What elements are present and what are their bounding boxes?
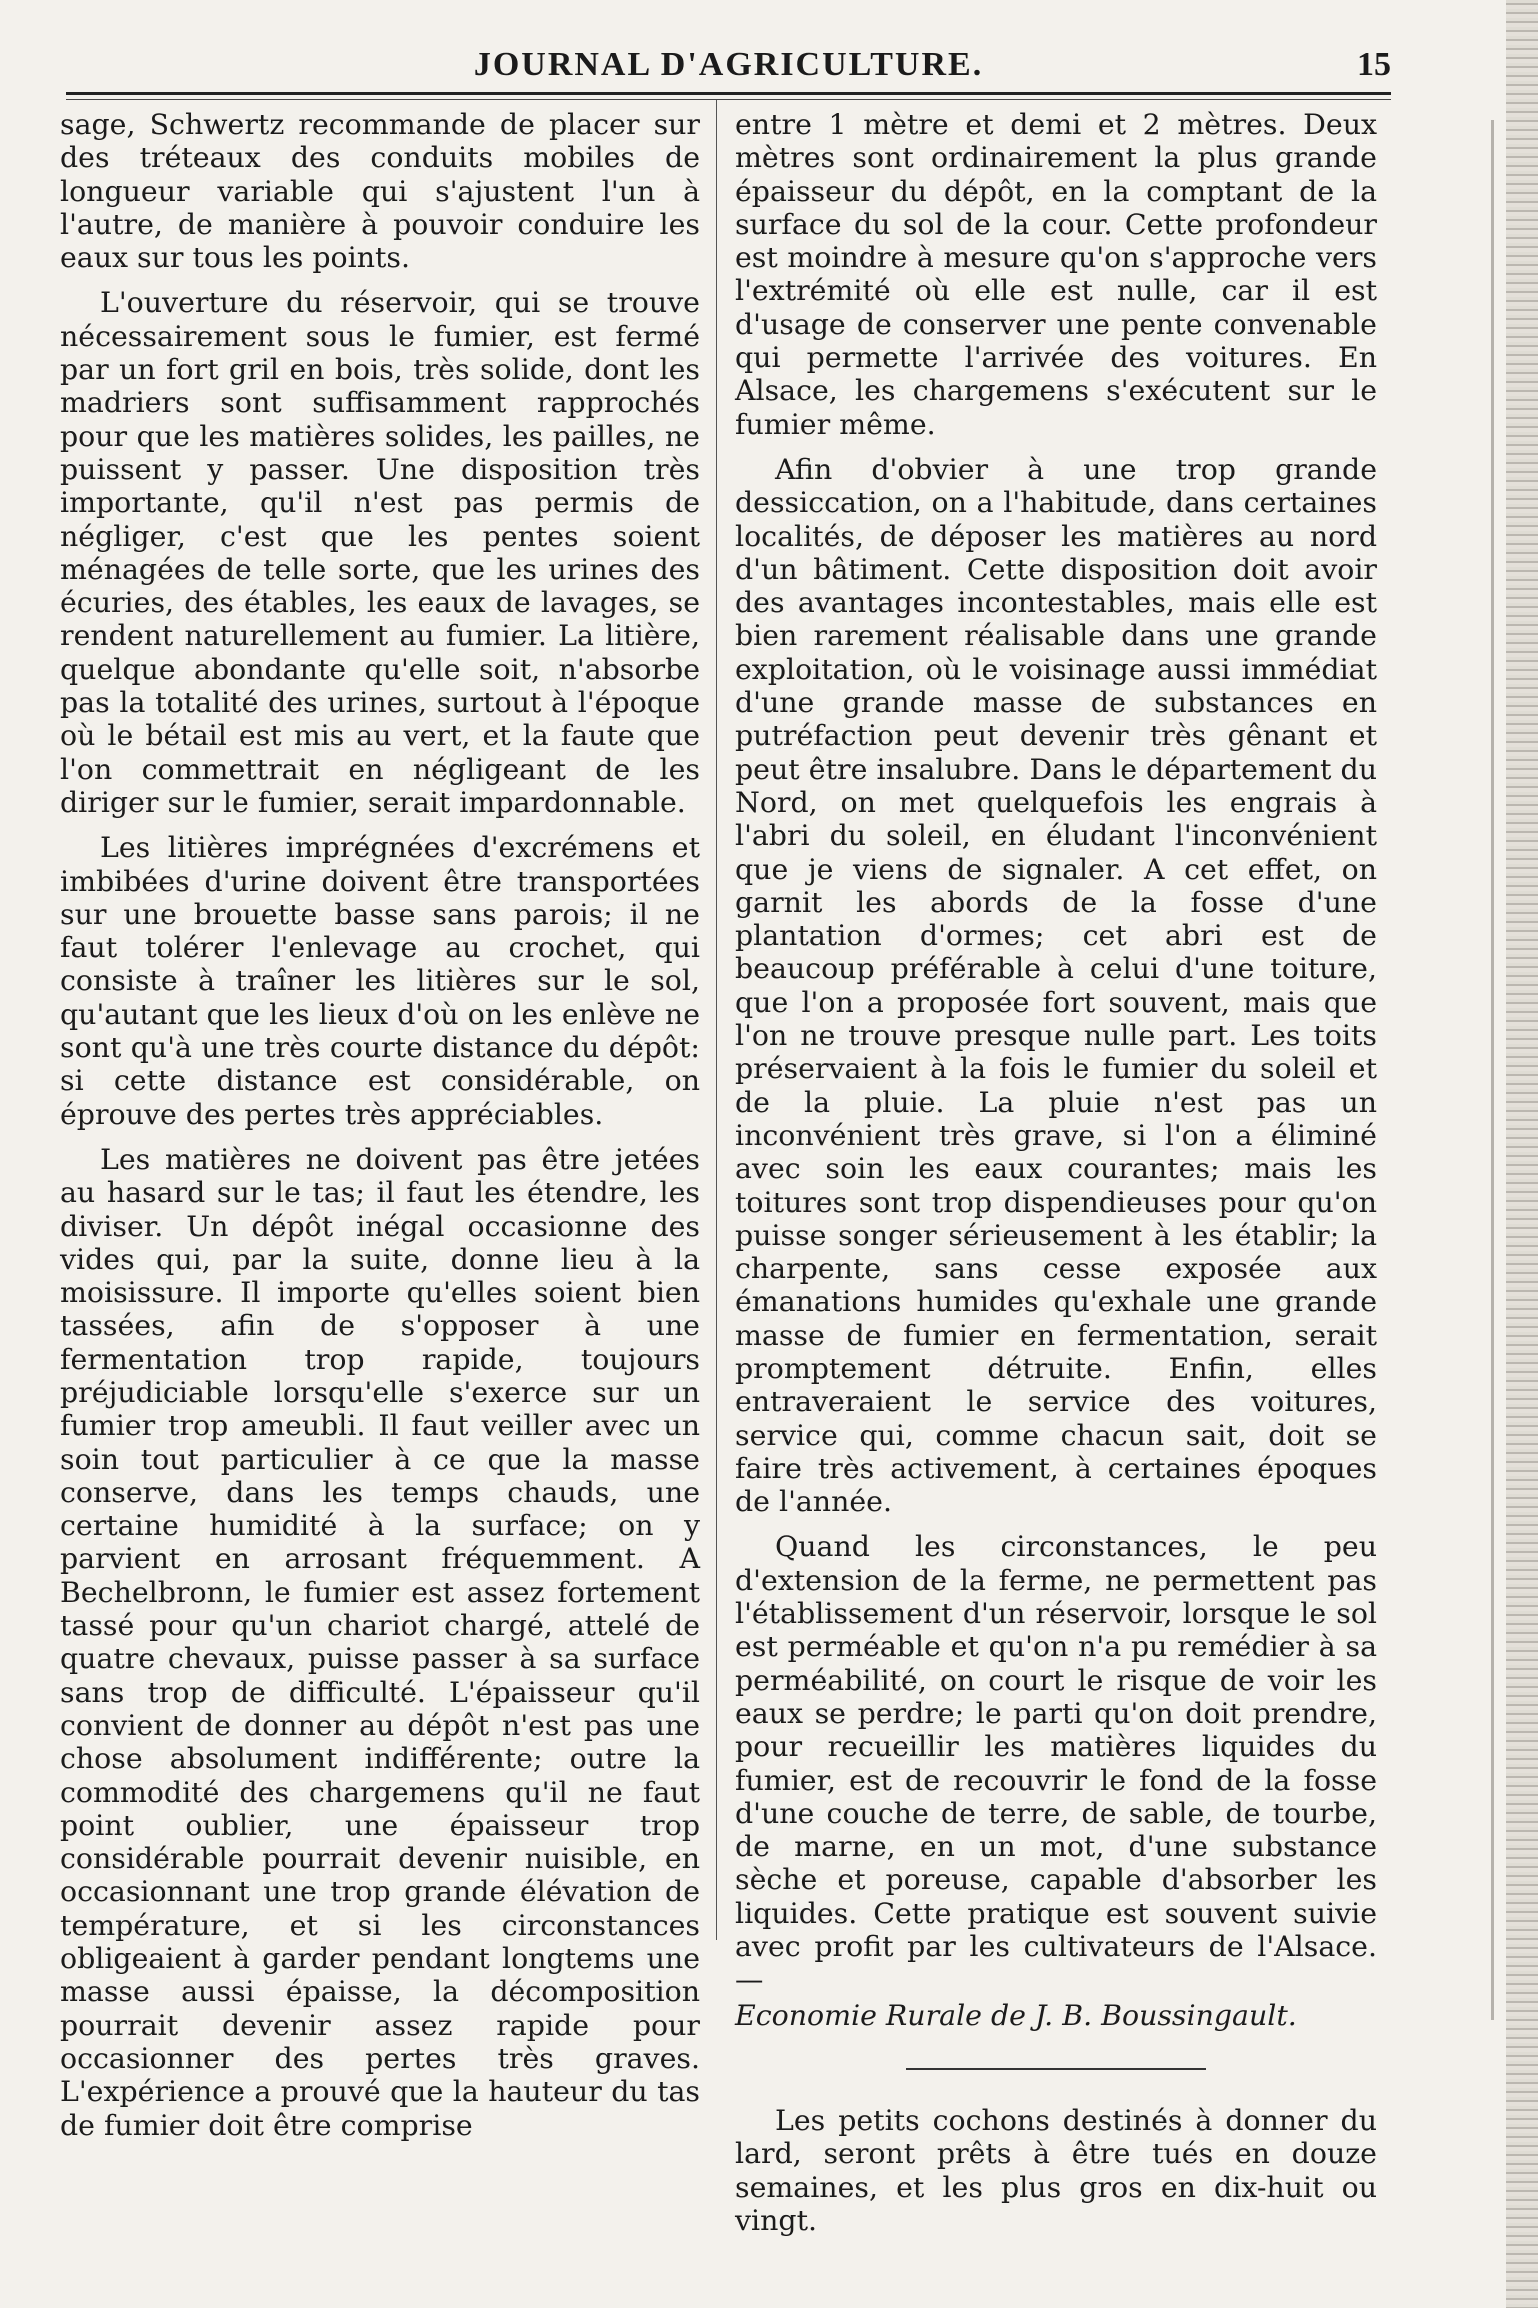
right-column <box>735 108 1377 2237</box>
section-separator <box>906 2068 1206 2070</box>
paragraph: L'ouverture du réservoir, qui se trouve nécessairement sous le fumier, est fermé par un fort gril en bois, très solide, dont les madriers sont suffisamment rapprochés pour que les matières solides, les pailles, ne puissent y passer. Une disposition très importante, qu'il n'est pas permis de négliger, c'est que les pentes soient ménagées de telle sorte, que les urines des écuries, des étables, les eaux de lavages, se rendent naturellement au fumier. La litière, quelque abondante qu'elle soit, n'absorbe pas la totalité des urines, surtout à l'époque où le bétail est mis au vert, et la faute que l'on commettrait en négligeant de les diriger sur le fumier, serait impardonnable. <box>60 286 700 819</box>
column-divider <box>716 100 717 1940</box>
journal-title: JOURNAL D'AGRICULTURE. <box>473 46 984 83</box>
paragraph: Les litières imprégnées d'excrémens et imbibées d'urine doivent être transportées sur une brouette basse sans parois; il ne faut tolérer l'enlevage au crochet, qui consiste à traîner les litières sur le sol, qu'autant que les lieux d'où on les enlève ne sont qu'à une très courte distance du dépôt: si cette distance est considérable, on éprouve des pertes très appréciables. <box>60 831 700 1131</box>
paragraph: Les matières ne doivent pas être jetées au hasard sur le tas; il faut les étendre, les diviser. Un dépôt inégal occasionne des vides qui, par la suite, donne lieu à la moisissure. Il importe qu'elles soient bien tassées, afin de s'opposer à une fermentation trop rapide, toujours préjudiciable lorsqu'elle s'exerce sur un fumier trop ameubli. Il faut veiller avec un soin tout particulier à ce que la masse conserve, dans les temps chauds, une certaine humidité à la surface; on y parvient en arrosant fréquemment. A Bechelbronn, le fumier est assez fortement tassé pour qu'un chariot chargé, attelé de quatre chevaux, puisse passer à sa surface sans trop de difficulté. L'épaisseur qu'il convient de donner au dépôt n'est pas une chose absolument indifférente; outre la commodité des chargemens qu'il ne faut point oublier, une épaisseur trop considérable pourrait devenir nuisible, en occasionnant une trop grande élévation de température, et si les circonstances obligeaient à garder pendant longtems une masse aussi épaisse, la décomposition pourrait devenir assez rapide pour occasionner des pertes très graves. L'expérience a prouvé que la hauteur du tas de fumier doit être comprise <box>60 1142 700 2142</box>
paragraph: sage, Schwertz recommande de placer sur des tréteaux des conduits mobiles de longueur variable qui s'ajustent l'un à l'autre, de manière à pouvoir conduire les eaux sur tous les points. <box>60 108 700 275</box>
header-rule <box>66 92 1391 95</box>
source-citation: Economie Rurale de J. B. Boussingault. <box>735 1998 1297 2032</box>
paragraph: Les petits cochons destinés à donner du lard, seront prêts à être tués en douze semaines, et les plus gros en dix-huit ou vingt. <box>735 2103 1377 2237</box>
paragraph: Quand les circonstances, le peu d'extension de la ferme, ne permettent pas l'établissement d'un réservoir, lorsque le sol est perméable et qu'on n'a pu remédier à sa perméabilité, on court le risque de voir les eaux se perdre; le parti qu'on doit prendre, pour recueillir les matières liquides du fumier, est de recouvrir le fond de la fosse d'une couche de terre, de sable, de tourbe, de marne, en un mot, d'une substance sèche et poreuse, capable d'absorber les liquides. Cette pratique est souvent suivie avec profit par les cultivateurs de l'Alsace.— <box>735 1530 1377 1997</box>
page-header <box>66 40 1391 94</box>
paragraph: Afin d'obvier à une trop grande dessiccation, on a l'habitude, dans certaines localités, de déposer les matières au nord d'un bâtiment. Cette disposition doit avoir des avantages incontestables, mais elle est bien rarement réalisable dans une grande exploitation, où le voisinage aussi immédiat d'une grande masse de substances en putréfaction peut devenir très gênant et peut être insalubre. Dans le département du Nord, on met quelquefois les engrais à l'abri du soleil, en éludant l'inconvénient que je viens de signaler. A cet effet, on garnit les abords de la fosse d'une plantation d'ormes; cet abri est de beaucoup préférable à celui d'une toiture, que l'on a proposée fort souvent, mais que l'on ne trouve presque nulle part. Les toits préservaient à la fois le fumier du soleil et de la pluie. La pluie n'est pas un inconvénient très grave, si l'on a éliminé avec soin les eaux courantes; mais les toitures sont trop dispendieuses pour qu'on puisse songer sérieusement à les établir; la charpente, sans cesse exposée aux émanations humides qu'exhale une grande masse de fumier en fermentation, serait promptement détruite. Enfin, elles entraveraient le service des voitures, service qui, comme chacun sait, doit se faire très activement, à certaines époques de l'année. <box>735 452 1377 1519</box>
left-column <box>60 108 700 2142</box>
paragraph: entre 1 mètre et demi et 2 mètres. Deux mètres sont ordinairement la plus grande épaisseur du dépôt, en la comptant de la surface du sol de la cour. Cette profondeur est moindre à mesure qu'on s'approche vers l'extrémité où elle est nulle, car il est d'usage de conserver une pente convenable qui permette l'arrivée des voitures. En Alsace, les chargemens s'exécutent sur le fumier même. <box>735 108 1377 441</box>
page-number: 15 <box>1357 46 1391 83</box>
page-edge-binding <box>1506 0 1538 2308</box>
page-edge-shadow <box>1491 120 1494 2020</box>
header-rule-thin <box>66 99 1391 100</box>
